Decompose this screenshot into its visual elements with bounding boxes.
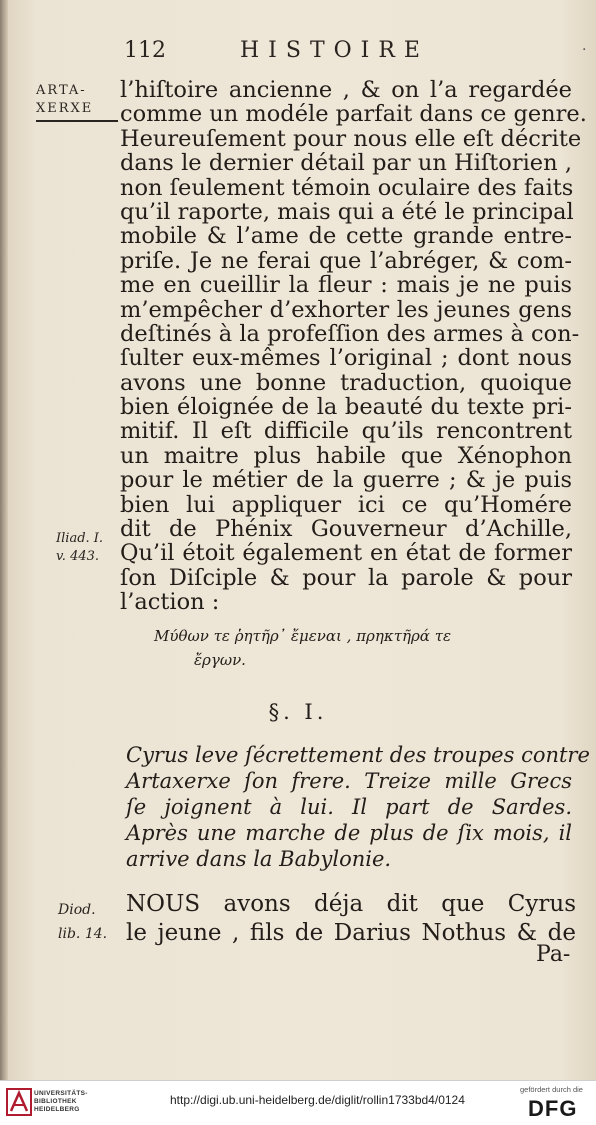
funded-by-label: gefördert durch die [520,1085,583,1094]
margin-note-line: XERXE [36,101,94,116]
section-summary [126,742,590,872]
greek-quote [154,624,554,672]
library-name-line: UNIVERSITÄTS- [34,1090,88,1097]
catchword: Pa- [536,942,571,967]
text-line: ſon Diſciple & pour la parole & pour [120,564,572,591]
margin-note-line: lib. 14. [58,926,108,942]
page-number: 112 [124,38,166,63]
running-title: HISTOIRE [240,38,429,63]
summary-line: Après une marche de plus de ſix mois, il [126,821,572,845]
text-line: non ſeulement témoin oculaire des faits [120,174,574,201]
text-line: le jeune , fils de Darius Nothus & de [126,920,576,946]
greek-line: Μύθων τε ῥητῆρ᾽ ἔμεναι , πρηκτῆρά τε [154,627,452,645]
margin-rule [36,120,118,122]
text-line: avons une bonne traduction, quoique [120,369,572,396]
text-line: bien éloignée de la beauté du texte pri- [120,394,572,421]
library-name-line: BIBLIOTHEK [34,1098,77,1105]
text-line: me en cueillir la fleur : mais je ne puis [120,272,572,299]
page-header [0,38,596,68]
greek-line: ἔργων. [194,651,246,669]
paragraph-2 [126,890,576,948]
summary-line: arrive dans la Babylonie. [126,847,392,871]
summary-line: ſe joignent à lui. Il part de Sardes. [126,795,572,819]
text-line: l’hiſtoire ancienne , & on l’a regardée [120,77,572,103]
viewer-footer [0,1080,596,1125]
text-line: l’action : [120,589,220,616]
library-name [34,1090,88,1114]
text-line: Qu’il étoit également en état de former [120,540,572,567]
section-heading: §. I. [268,700,328,724]
margin-note-diodorus [58,898,107,946]
text-line: mitif. Il eſt difficile qu’ils rencontrent [120,418,572,445]
margin-note-iliad [56,530,103,566]
text-line: dans le dernier détail par un Hiſtorien , [120,150,572,177]
permalink-url[interactable]: http://digi.ub.uni-heidelberg.de/diglit/rollin1733bd4/0124 [170,1093,465,1107]
margin-note-line: ARTA- [36,83,87,98]
library-logo-icon [6,1087,32,1117]
text-line: NOUS avons déja dit que Cyrus [126,891,576,917]
page-spine-shadow [0,0,8,1080]
summary-line: Cyrus leve ſécrettement des troupes contre [126,743,590,767]
text-line: mobile & l’ame de cette grande entre- [120,223,572,250]
text-line: deſtinés à la profeſſion des armes à con- [120,320,580,347]
text-line: m’empêcher d’exhorter les jeunes gens [120,296,572,323]
text-line: ſulter eux-mêmes l’original ; dont nous [120,345,572,372]
text-line: pour le métier de la guerre ; & je puis [120,467,572,494]
text-line: dit de Phénix Gouverneur d’Achille, [120,516,572,543]
text-line: un maitre plus habile que Xénophon [120,442,572,469]
margin-note-artaxerxe [36,82,118,122]
margin-note-line: Diod. [58,902,96,918]
text-line: Heureuſement pour nous elle eſt décrite [120,125,582,152]
text-line: bien lui appliquer ici ce qu’Homére [120,491,572,518]
margin-note-line: v. 443. [56,549,100,564]
paragraph-1 [120,77,587,616]
margin-note-line: Iliad. I. [56,531,104,546]
text-line: priſe. Je ne ferai que l’abréger, & com- [120,247,572,274]
text-line: qu’il raporte, mais qui a été le principal [120,198,574,225]
summary-line: Artaxerxe ſon frere. Treize mille Grecs [126,769,572,793]
text-line: comme un modéle parfait dans ce genre. [120,101,587,128]
library-name-line: HEIDELBERG [34,1106,80,1113]
corner-mark: · [582,42,587,58]
university-library-logo[interactable] [6,1087,32,1117]
dfg-logo[interactable]: DFG [528,1096,578,1121]
